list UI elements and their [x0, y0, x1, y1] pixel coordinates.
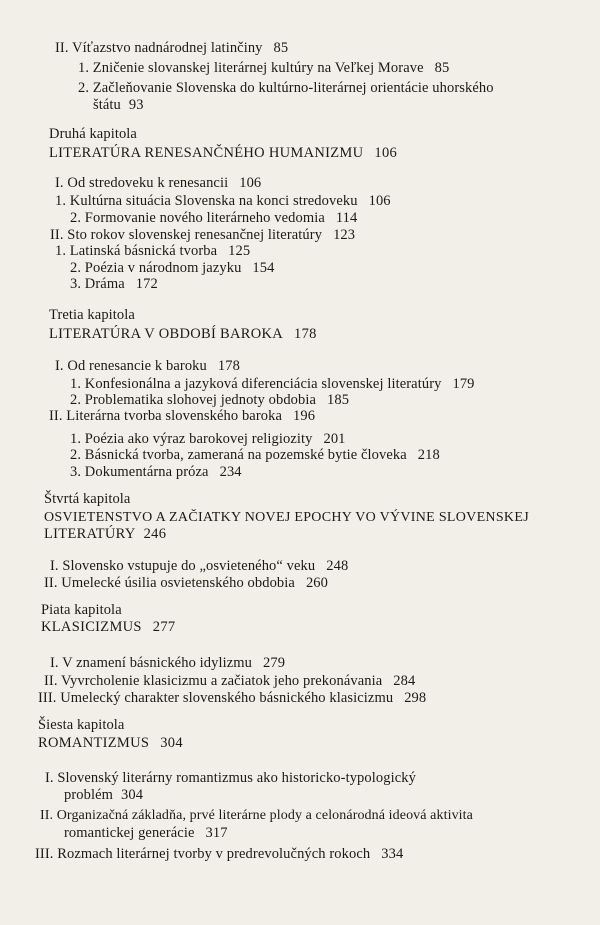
page-number: 304: [121, 787, 144, 803]
toc-subsection-entry: 2. Poézia v národnom jazyku 154: [70, 260, 275, 276]
toc-subsection-entry: 1. Kultúrna situácia Slovenska na konci stredoveku 106: [55, 193, 391, 209]
toc-subsection-entry-cont: štátu 93: [93, 97, 144, 113]
page-number: 106: [374, 145, 398, 161]
chapter-title: KLASICIZMUS 277: [41, 619, 176, 635]
page-number: 304: [160, 735, 183, 751]
chapter-label: Šiesta kapitola: [38, 717, 125, 733]
page-number: 246: [143, 526, 167, 542]
toc-subsection-entry: 1. Konfesionálna a jazyková diferenciácia slovenskej literatúry 179: [70, 376, 475, 392]
toc-subsection-entry: 1. Zničenie slovanskej literárnej kultúry na Veľkej Morave 85: [78, 60, 450, 76]
toc-section-entry: II. Vyvrcholenie klasicizmu a začiatok jeho prekonávania 284: [44, 673, 416, 689]
toc-section-entry: II. Umelecké úsilia osvietenského obdobia 260: [44, 575, 328, 591]
page-number: 85: [434, 60, 450, 76]
toc-subsection-entry: 1. Latinská básnická tvorba 125: [55, 243, 251, 259]
chapter-title: OSVIETENSTVO A ZAČIATKY NOVEJ EPOCHY VO VÝVINE SLOVENSKEJ: [44, 510, 529, 525]
toc-section-entry-cont: problém 304: [64, 787, 144, 803]
page-number: 106: [239, 175, 262, 191]
chapter-title-cont: LITERATÚRY 246: [44, 526, 167, 542]
toc-subsection-entry: 2. Problematika slohovej jednoty obdobia 185: [70, 392, 350, 408]
toc-subsection-entry: 3. Dokumentárna próza 234: [70, 464, 242, 480]
toc-section-entry: III. Rozmach literárnej tvorby v predrevolučných rokoch 334: [35, 846, 404, 862]
page-number: 85: [273, 40, 289, 56]
page-number: 178: [294, 326, 317, 342]
toc-section-entry: II. Víťazstvo nadnárodnej latinčiny 85: [55, 40, 289, 56]
toc-subsection-entry: 2. Básnická tvorba, zameraná na pozemské bytie človeka 218: [70, 447, 440, 463]
page-number: 154: [252, 260, 275, 276]
page-number: 185: [327, 392, 350, 408]
chapter-label: Druhá kapitola: [49, 126, 137, 142]
chapter-title: LITERATÚRA RENESANČNÉHO HUMANIZMU 106: [49, 145, 398, 161]
page-number: 201: [323, 431, 346, 447]
page-number: 248: [326, 558, 349, 574]
page-number: 93: [128, 97, 144, 113]
page-number: 125: [228, 243, 251, 259]
page-number: 277: [152, 619, 176, 635]
toc-section-entry: I. Slovensko vstupuje do „osvieteného“ veku 248: [50, 558, 349, 574]
toc-subsection-entry: 2. Začleňovanie Slovenska do kultúrno-literárnej orientácie uhorského: [78, 80, 494, 96]
toc-subsection-entry: 1. Poézia ako výraz barokovej religiozity 201: [70, 431, 346, 447]
page-number: 172: [135, 276, 158, 292]
page-number: 334: [381, 846, 404, 862]
chapter-label: Štvrtá kapitola: [44, 491, 131, 507]
toc-section-entry: II. Literárna tvorba slovenského baroka 196: [49, 408, 316, 424]
page-number: 123: [333, 227, 356, 243]
page-number: 178: [217, 358, 240, 374]
page-number: 279: [263, 655, 286, 671]
toc-subsection-entry: 2. Formovanie nového literárneho vedomia 114: [70, 210, 358, 226]
chapter-title: ROMANTIZMUS 304: [38, 735, 183, 751]
toc-section-entry: I. Od stredoveku k renesancii 106: [55, 175, 262, 191]
toc-subsection-entry: 3. Dráma 172: [70, 276, 158, 292]
chapter-label: Piata kapitola: [41, 602, 122, 618]
toc-section-entry: II. Sto rokov slovenskej renesančnej literatúry 123: [50, 227, 356, 243]
page-number: 218: [417, 447, 440, 463]
toc-section-entry: I. V znamení básnického idylizmu 279: [50, 655, 286, 671]
page-number: 260: [305, 575, 328, 591]
page-number: 234: [219, 464, 242, 480]
page-number: 106: [368, 193, 391, 209]
toc-section-entry: I. Od renesancie k baroku 178: [55, 358, 240, 374]
page-number: 114: [335, 210, 358, 226]
chapter-title: LITERATÚRA V OBDOBÍ BAROKA 178: [49, 326, 317, 342]
toc-section-entry-cont: romantickej generácie 317: [64, 825, 228, 841]
toc-section-entry: II. Organizačná základňa, prvé literárne plody a celonárodná ideová aktivita: [40, 808, 473, 823]
page-number: 284: [393, 673, 416, 689]
page-number: 317: [205, 825, 228, 841]
toc-section-entry: I. Slovenský literárny romantizmus ako historicko-typologický: [45, 770, 416, 786]
page-number: 196: [293, 408, 316, 424]
page-number: 298: [404, 690, 427, 706]
chapter-label: Tretia kapitola: [49, 307, 135, 323]
toc-section-entry: III. Umelecký charakter slovenského básnického klasicizmu 298: [38, 690, 427, 706]
page-number: 179: [452, 376, 475, 392]
